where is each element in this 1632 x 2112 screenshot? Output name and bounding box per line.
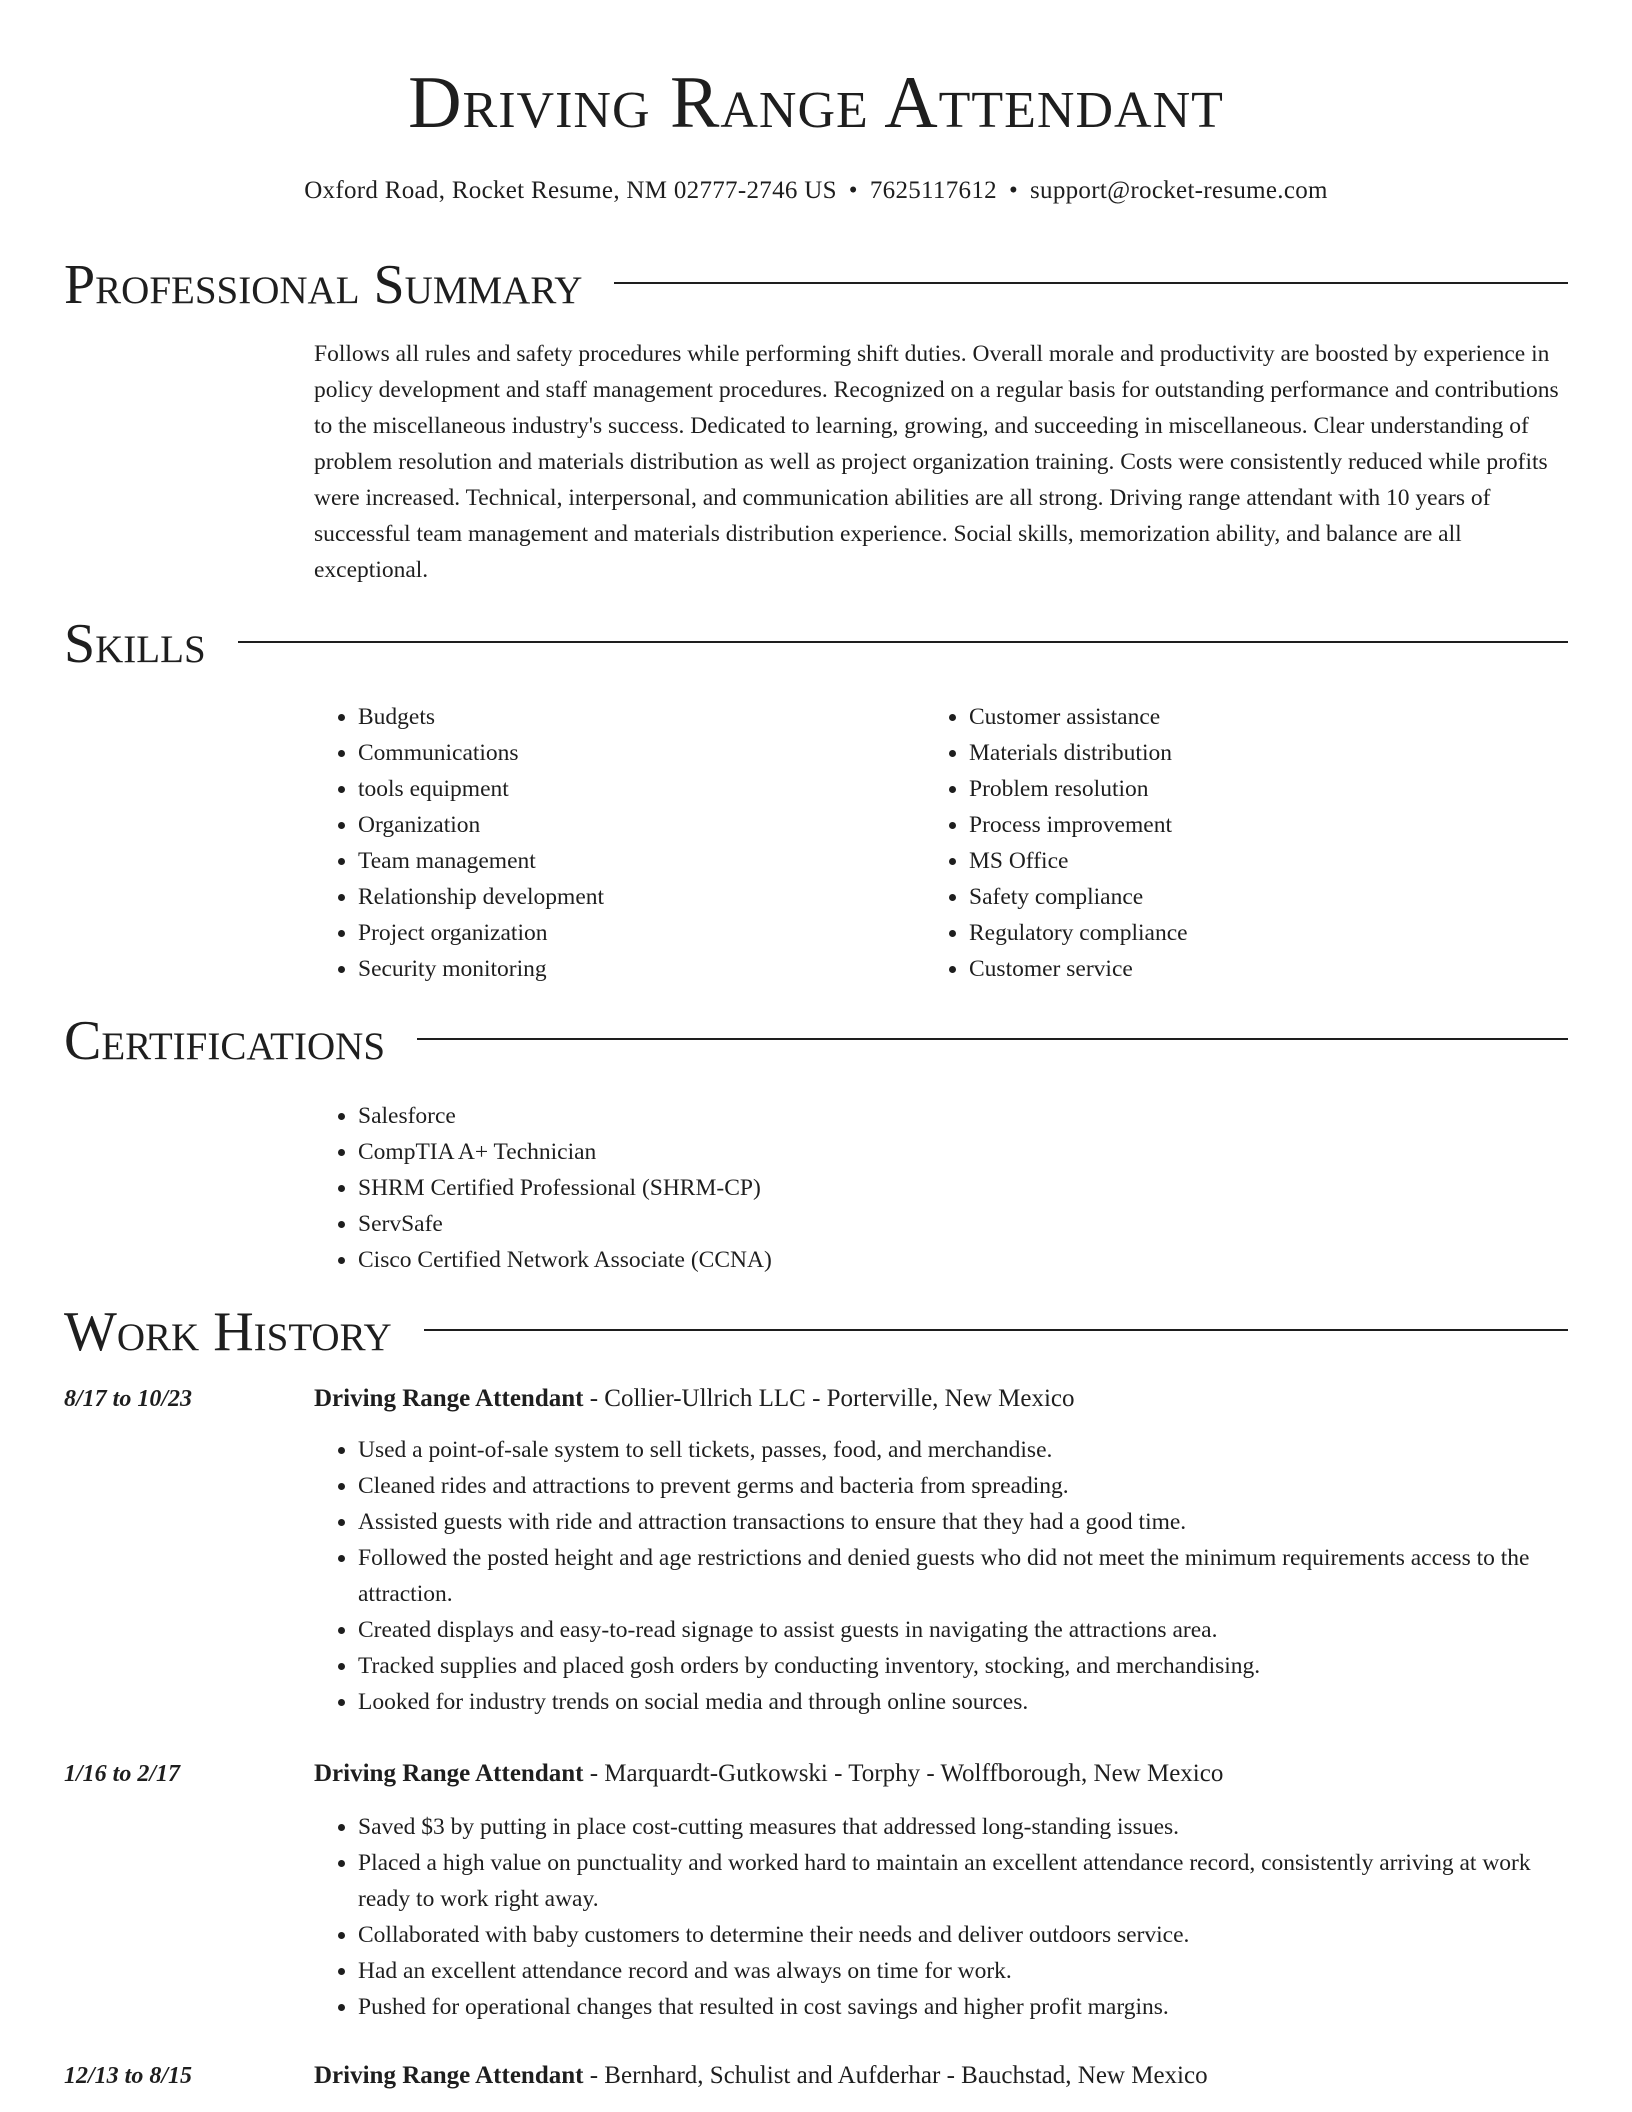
skill-item: • Relationship development [358,879,604,915]
job-role: Driving Range Attendant [314,1760,584,1787]
section-header-summary [64,253,1568,317]
contact-line [0,176,1632,206]
skill-item: • Problem resolution [969,771,1188,807]
job-dates: 1/16 to 2/17 [64,1761,181,1787]
section-title-work-history: Work History [64,1301,392,1363]
section-title-certifications: Certifications [64,1010,386,1072]
skill-item: • Process improvement [969,807,1188,843]
job-employer: - Marquardt-Gutkowski - Torphy - Wolffborough, New Mexico [583,1760,1224,1787]
job-duties [314,1432,1568,1720]
duty-item: • Created displays and easy-to-read signage to assist guests in navigating the attractions area. [358,1612,1568,1648]
job-dates: 12/13 to 8/15 [64,2063,193,2089]
job-dates: 8/17 to 10/23 [64,1386,193,1412]
job-role: Driving Range Attendant [314,1385,584,1412]
certifications-list [314,1098,772,1278]
skill-item: • Safety compliance [969,879,1188,915]
skill-item: • Regulatory compliance [969,915,1188,951]
contact-address: Oxford Road, Rocket Resume, NM 02777-2746 US [304,177,837,204]
skills-column-left [314,699,604,987]
duty-item: • Had an excellent attendance record and was always on time for work. [358,1953,1568,1989]
contact-separator: • [1008,177,1018,204]
contact-phone: 7625117612 [869,177,997,204]
duty-item: • Pushed for operational changes that resulted in cost savings and higher profit margins. [358,1989,1568,2025]
section-divider [614,282,1568,284]
skill-item: • Customer assistance [969,699,1188,735]
candidate-name: Driving Range Attendant [408,62,1224,144]
certification-item: • Salesforce [358,1098,772,1134]
resume-header [0,60,1632,206]
skill-item: • tools equipment [358,771,604,807]
certification-item: • SHRM Certified Professional (SHRM-CP) [358,1170,772,1206]
section-divider [424,1329,1568,1331]
duty-item: • Saved $3 by putting in place cost-cutting measures that addressed long-standing issues. [358,1809,1568,1845]
contact-email: support@rocket-resume.com [1030,177,1328,204]
duty-item: • Collaborated with baby customers to determine their needs and deliver outdoors service. [358,1917,1568,1953]
job-role: Driving Range Attendant [314,2062,584,2089]
summary-text: Follows all rules and safety procedures while performing shift duties. Overall morale and productivity are boosted by experience in policy development and staff management procedures. Recognized on a regular basis for outstanding performance and contributions to the miscellaneous industry's success. Dedicated to learning, growing, and succeeding in miscellaneous. Clear understanding of problem resolution and materials distribution as well as project organization training. Costs were consistently reduced while profits were increased. Technical, interpersonal, and communication abilities are all strong. Driving range attendant with 10 years of successful team management and materials distribution experience. Social skills, memorization ability, and balance are all exceptional. [314,341,1559,583]
duty-item: • Assisted guests with ride and attraction transactions to ensure that they had a good time. [358,1504,1568,1540]
duty-item: • Tracked supplies and placed gosh orders by conducting inventory, stocking, and merchandising. [358,1648,1568,1684]
duty-item: • Placed a high value on punctuality and worked hard to maintain an excellent attendance record, consistently arriving at work ready to work right away. [358,1845,1568,1917]
job-employer: - Bernhard, Schulist and Aufderhar - Bauchstad, New Mexico [583,2062,1208,2089]
contact-separator: • [848,177,858,204]
skill-item: • Project organization [358,915,604,951]
skills-column-right [925,699,1188,987]
skill-item: • Organization [358,807,604,843]
job-employer: - Collier-Ullrich LLC - Porterville, New Mexico [583,1385,1075,1412]
duty-item: • Looked for industry trends on social media and through online sources. [358,1684,1568,1720]
section-header-work-history [64,1300,1568,1364]
job-title-line [314,1756,1223,1792]
section-header-skills [64,612,1568,676]
skill-item: • Customer service [969,951,1188,987]
section-divider [238,641,1568,643]
job-title-line [314,2058,1208,2094]
job-title-line [314,1381,1075,1417]
skill-item: • Budgets [358,699,604,735]
skill-item: • Security monitoring [358,951,604,987]
section-divider [417,1038,1568,1040]
skill-item: • Materials distribution [969,735,1188,771]
skill-item: • Team management [358,843,604,879]
certification-item: • Cisco Certified Network Associate (CCNA) [358,1242,772,1278]
certification-item: • CompTIA A+ Technician [358,1134,772,1170]
section-title-skills: Skills [64,613,206,675]
skill-item: • Communications [358,735,604,771]
certification-item: • ServSafe [358,1206,772,1242]
duty-item: • Used a point-of-sale system to sell tickets, passes, food, and merchandise. [358,1432,1568,1468]
section-header-certifications [64,1009,1568,1073]
duty-item: • Followed the posted height and age restrictions and denied guests who did not meet the minimum requirements access to the attraction. [358,1540,1568,1612]
section-title-summary: Professional Summary [64,254,583,316]
skill-item: • MS Office [969,843,1188,879]
job-duties [314,1809,1568,2025]
duty-item: • Cleaned rides and attractions to prevent germs and bacteria from spreading. [358,1468,1568,1504]
